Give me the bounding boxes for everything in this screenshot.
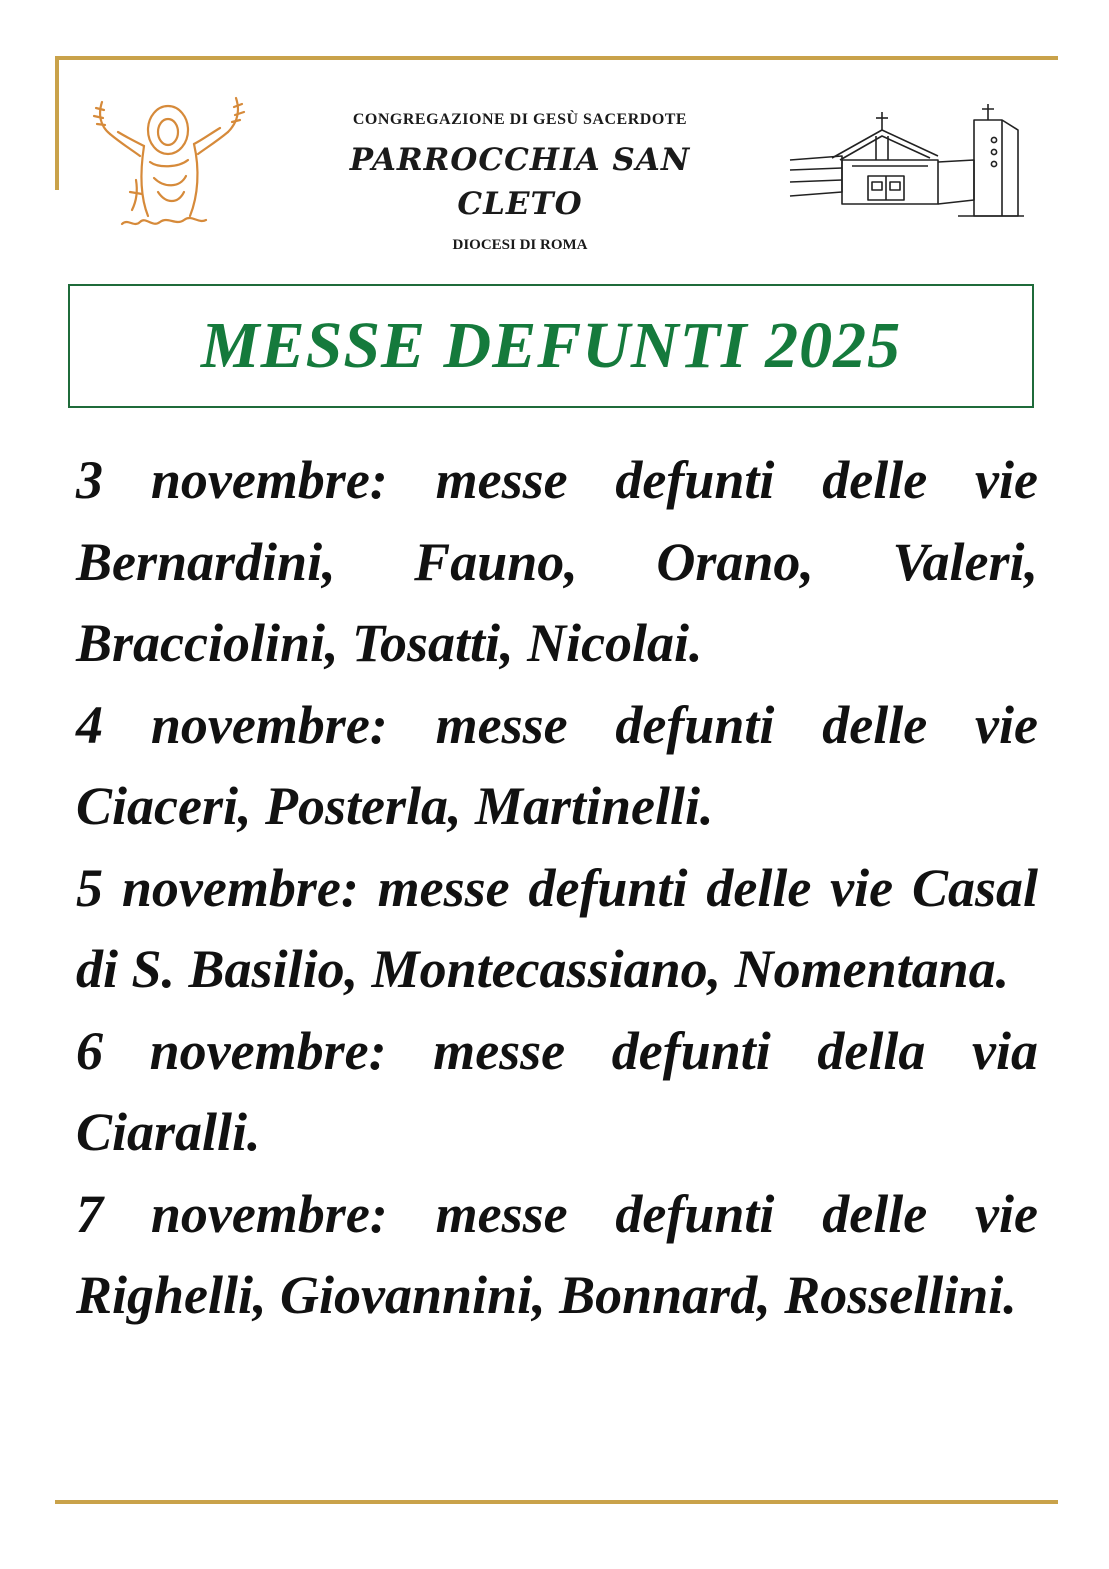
church-building-drawing-icon: [788, 100, 1024, 222]
schedule-entry: 6 novembre: messe defunti della via Ciaralli.: [76, 1020, 1038, 1162]
parish-name: PARROCCHIA SAN CLETO: [349, 142, 691, 222]
congregation-name: CONGREGAZIONE DI GESÙ SACERDOTE: [352, 111, 688, 128]
parish-header: [290, 108, 750, 256]
schedule-entry: 4 novembre: messe defunti delle vie Ciaceri, Posterla, Martinelli.: [76, 694, 1038, 836]
diocese-name: DIOCESI DI ROMA: [452, 237, 588, 253]
schedule-entry: 3 novembre: messe defunti delle vie Bernardini, Fauno, Orano, Valeri, Bracciolini, Tosatti, Nicolai.: [76, 450, 1038, 673]
left-gold-rule: [55, 56, 59, 190]
page-title: MESSE DEFUNTI 2025: [200, 309, 902, 382]
schedule-entry: 5 novembre: messe defunti delle vie Casal di S. Basilio, Montecassiano, Nomentana.: [76, 857, 1038, 999]
mass-schedule: [76, 440, 1038, 1337]
top-gold-rule: [55, 56, 1058, 60]
schedule-entry: 7 novembre: messe defunti delle vie Righelli, Giovannini, Bonnard, Rossellini.: [76, 1183, 1038, 1325]
bottom-gold-rule: [55, 1500, 1058, 1504]
title-box: [68, 284, 1034, 408]
risen-christ-logo-icon: [88, 92, 248, 242]
